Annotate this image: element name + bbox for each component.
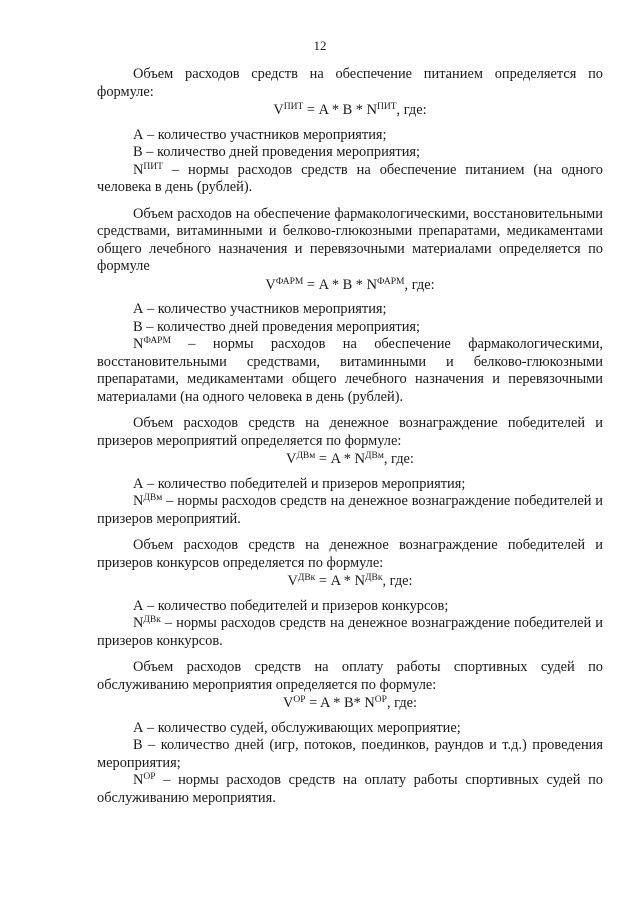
- formula: $V^{ДВк} = A * N^{ДВк}$, где:: [287, 573, 413, 589]
- definition-a: А – количество участников мероприятия;: [133, 301, 387, 317]
- definition-a: А – количество участников мероприятия;: [133, 126, 387, 143]
- paragraph-intro: Объем расходов на обеспечение фармакологическими, восстановительными средствами, витаминными и белково-глюкозными препаратами, медикаментами общего лечебного назначения и перевязочными материалами определяется по формуле: [97, 205, 603, 274]
- section-pharma: [97, 206, 603, 407]
- paragraph-intro: Объем расходов средств на оплату работы спортивных судей по обслуживанию мероприятия определяется по формуле:: [97, 659, 603, 693]
- definition-n: $N^{ФАРМ}$ – нормы расходов на обеспечение фармакологическими, восстановительными средствами, витаминными и белково-глюкозными препаратами, медикаментами общего лечебного назначения и перевязочными материалами (на одного человека в день (рублей).: [97, 336, 603, 405]
- definition-n: $N^{ПИТ}$ – нормы расходов средств на обеспечение питанием (на одного человека в день (рублей).: [97, 161, 603, 195]
- definition-n: $N^{ДВк}$ – нормы расходов средств на денежное вознаграждение победителей и призеров конкурсов.: [97, 615, 603, 649]
- definition-b: В – количество дней проведения мероприятия;: [133, 144, 421, 160]
- definition-a: А – количество победителей и призеров конкурсов;: [133, 597, 449, 614]
- section-reward-events: [97, 415, 603, 528]
- definition-n: $N^{OP}$ – нормы расходов средств на оплату работы спортивных судей по обслуживанию мероприятия.: [97, 772, 604, 806]
- paragraph-intro: Объем расходов средств на обеспечение питанием определяется по формуле:: [97, 66, 603, 100]
- definition-b: В – количество дней проведения мероприятия;: [133, 318, 421, 335]
- definition-a: А – количество судей, обслуживающих мероприятие;: [133, 719, 461, 736]
- formula: $V^{ФАРМ} = A * B * N^{ФАРМ}$, где:: [265, 276, 435, 293]
- definition-b: В – количество дней (игр, потоков, поединков, раундов и т.д.) проведения мероприятия;: [97, 737, 603, 771]
- section-referees: [97, 659, 603, 807]
- formula: $V^{ДВм} = A * N^{ДВм}$, где:: [286, 451, 414, 467]
- section-food: [97, 66, 603, 197]
- document-body: [97, 66, 603, 807]
- page-number: 12: [313, 38, 327, 53]
- paragraph-intro: Объем расходов средств на денежное вознаграждение победителей и призеров конкурсов определяется по формуле:: [97, 537, 603, 571]
- formula: $V^{OP} = A * B*$ $N^{OP}$, где:: [282, 695, 418, 711]
- definition-n: $N^{ДВм}$ – нормы расходов средств на денежное вознаграждение победителей и призеров мероприятий.: [97, 493, 603, 527]
- definition-a: А – количество победителей и призеров мероприятия;: [133, 475, 466, 492]
- paragraph-intro: Объем расходов средств на денежное вознаграждение победителей и призеров мероприятий определяется по формуле:: [97, 415, 603, 449]
- formula: $V^{ПИТ} = A * B * N^{ПИТ}$, где:: [273, 102, 427, 118]
- section-reward-contests: [97, 537, 603, 650]
